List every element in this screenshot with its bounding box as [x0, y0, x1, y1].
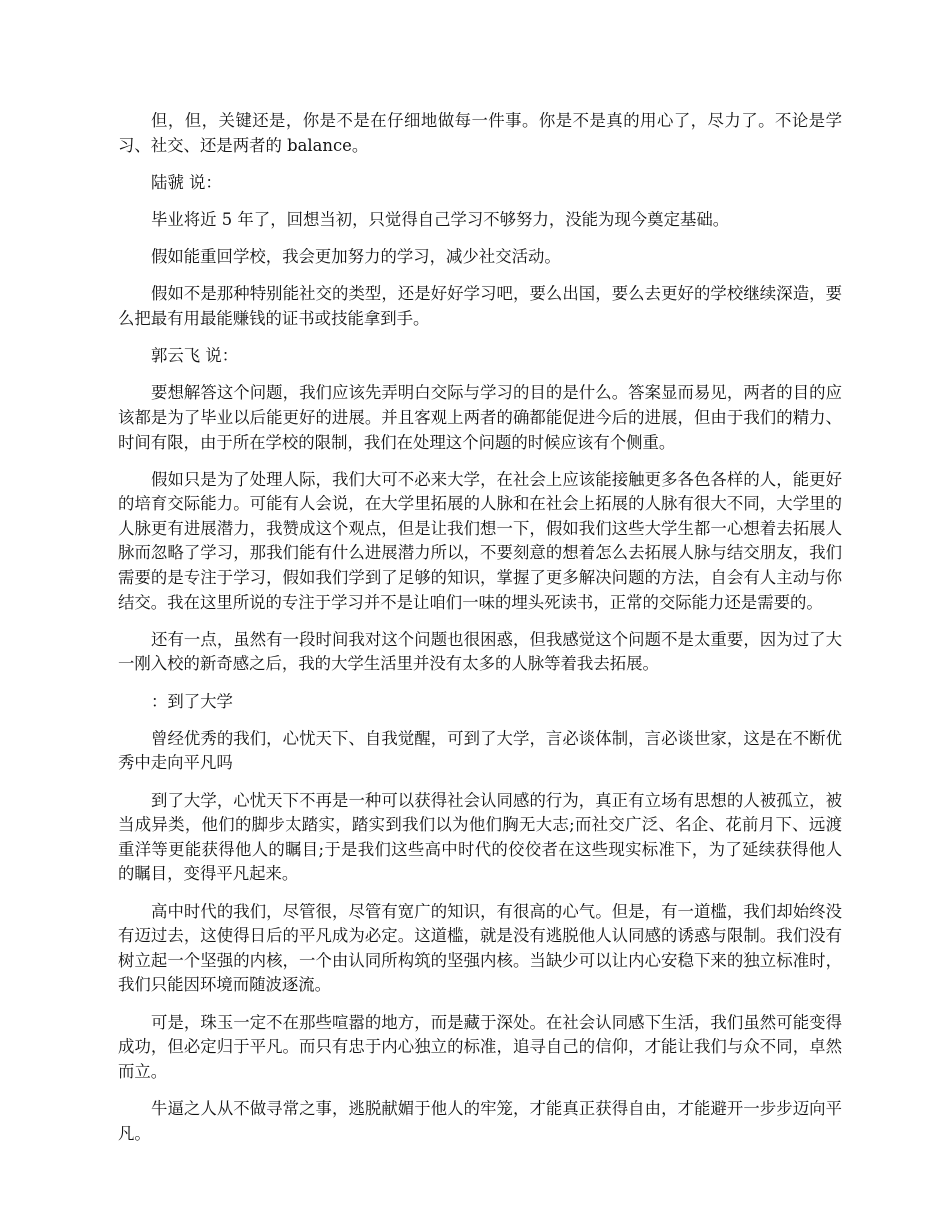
paragraph: 到了大学，心忧天下不再是一种可以获得社会认同感的行为，真正有立场有思想的人被孤立，被当成异类，他们的脚步太踏实，踏实到我们以为他们胸无大志;而社交广泛、名企、花前月下、远渡重洋等更能获得他人的瞩目;于是我们这些高中时代的佼佼者在这些现实标准下，为了延续获得他人的瞩目，变得平凡起来。: [118, 790, 842, 884]
paragraph: 但，但，关键还是，你是不是在仔细地做每一件事。你是不是真的用心了，尽力了。不论是学习、社交、还是两者的 balance。: [118, 111, 842, 155]
speaker-label: 陆虢 说：: [151, 172, 222, 192]
paragraph: 还有一点，虽然有一段时间我对这个问题也很困惑，但我感觉这个问题不是太重要，因为过了大一刚入校的新奇感之后，我的大学生活里并没有太多的人脉等着我去拓展。: [118, 629, 842, 674]
paragraph: 高中时代的我们，尽管很，尽管有宽广的知识，有很高的心气。但是，有一道槛，我们却始终没有迈过去，这使得日后的平凡成为必定。这道槛，就是没有逃脱他人认同感的诱惑与限制。我们没有树立起一个坚强的内核，一个由认同所构筑的坚强内核。当缺少可以让内心安稳下来的独立标准时，我们只能因环境而随波逐流。: [118, 901, 842, 995]
paragraph: 曾经优秀的我们，心忧天下、自我觉醒，可到了大学，言必谈体制，言必谈世家，这是在不断优秀中走向平凡吗: [118, 728, 842, 773]
paragraph: 牛逼之人从不做寻常之事，逃脱献媚于他人的牢笼，才能真正获得自由，才能避开一步步迈向平凡。: [118, 1098, 842, 1143]
paragraph: 毕业将近 5 年了，回想当初，只觉得自己学习不够努力，没能为现今奠定基础。: [151, 209, 730, 229]
paragraph: 要想解答这个问题，我们应该先弄明白交际与学习的目的是什么。答案显而易见，两者的目的应该都是为了毕业以后能更好的进展。并且客观上两者的确都能促进今后的进展，但由于我们的精力、时间有限，由于所在学校的限制，我们在处理这个问题的时候应该有个侧重。: [118, 383, 842, 452]
paragraph: 假如不是那种特别能社交的类型，还是好好学习吧，要么出国，要么去更好的学校继续深造，要么把最有用最能赚钱的证书或技能拿到手。: [118, 284, 842, 328]
speaker-label: 郭云飞 说：: [151, 346, 239, 366]
section-heading: ：到了大学: [151, 691, 233, 711]
document-page: [118, 109, 842, 1146]
paragraph: 假如只是为了处理人际，我们大可不必来大学，在社会上应该能接触更多各色各样的人，能更好的培育交际能力。可能有人会说，在大学里拓展的人脉和在社会上拓展的人脉有很大不同，大学里的人脉更有进展潜力，我赞成这个观点，但是让我们想一下，假如我们这些大学生都一心想着去拓展人脉而忽略了学习，那我们能有什么进展潜力所以，不要刻意的想着怎么去拓展人脉与结交朋友，我们需要的是专注于学习，假如我们学到了足够的知识，掌握了更多解决问题的方法，自会有人主动与你结交。我在这里所说的专注于学习并不是让咱们一味的埋头死读书，正常的交际能力还是需要的。: [118, 469, 842, 612]
paragraph: 可是，珠玉一定不在那些喧嚣的地方，而是藏于深处。在社会认同感下生活，我们虽然可能变得成功，但必定归于平凡。而只有忠于内心独立的标准，追寻自己的信仰，才能让我们与众不同，卓然而立。: [118, 1012, 842, 1081]
paragraph: 假如能重回学校，我会更加努力的学习，减少社交活动。: [151, 247, 561, 267]
